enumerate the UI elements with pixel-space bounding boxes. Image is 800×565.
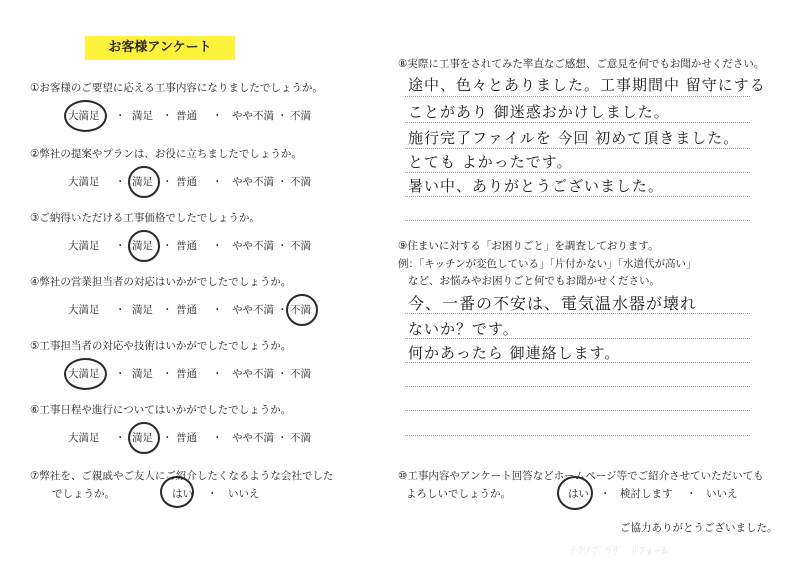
option-separator: ・	[162, 304, 173, 316]
q8-question: ⑧実際に工事をされてみた率直なご感想、ご意見を何でもお聞かせください。	[398, 58, 765, 70]
q10-text-line1: ⑩工事内容やアンケート回答などホームページ等でご紹介させていただいても	[398, 470, 764, 482]
q8-answer-text-5: 暑い中、ありがとうございました。	[408, 177, 665, 195]
question-1-option-2[interactable]: 満足	[132, 110, 153, 122]
option-separator: ・	[212, 110, 223, 122]
q8-answer-line	[405, 172, 750, 173]
option-separator: ・	[212, 368, 223, 380]
option-separator: ・	[115, 368, 126, 380]
option-separator: ・	[162, 432, 173, 444]
question-1-text: ①お客様のご要望に応える工事内容になりましたでしょうか。	[30, 82, 323, 94]
question-4-option-2[interactable]: 満足	[132, 304, 153, 316]
q7-option-no[interactable]: いいえ	[228, 488, 260, 500]
option-separator: ・	[277, 432, 288, 444]
question-2-option-5[interactable]: 不満	[290, 176, 311, 188]
q9-example-cont: など、お悩みやお困りごと何でもお聞かせください。	[408, 275, 660, 287]
q9-answer-text-1: 今、一番の不安は、電気温水器が壊れ	[408, 294, 698, 313]
option-separator: ・	[277, 176, 288, 188]
option-separator: ・	[277, 110, 288, 122]
q10-option-yes[interactable]: はい	[568, 488, 589, 500]
q8-answer-line	[405, 196, 750, 197]
question-3-option-1[interactable]: 大満足	[68, 240, 100, 252]
question-2-option-4[interactable]: やや不満	[232, 176, 274, 188]
question-2-text: ②弊社の提案やプランは、お役に立ちましたでしょうか。	[30, 148, 302, 160]
q9-answer-line	[405, 435, 750, 436]
question-4-option-4[interactable]: やや不満	[232, 304, 274, 316]
question-3-option-4[interactable]: やや不満	[232, 240, 274, 252]
q8-answer-text-1: 途中、色々とありました。工事期間中 留守にする	[408, 76, 766, 94]
question-6-option-3[interactable]: 普通	[176, 432, 197, 444]
question-5-option-2[interactable]: 満足	[132, 368, 153, 380]
question-5-option-3[interactable]: 普通	[176, 368, 197, 380]
option-separator: ・	[115, 304, 126, 316]
q8-answer-line	[405, 122, 750, 123]
option-separator: ・	[115, 240, 126, 252]
question-4-option-1[interactable]: 大満足	[68, 304, 100, 316]
option-separator: ・	[277, 240, 288, 252]
option-separator: ・	[162, 110, 173, 122]
q9-example: 例：「キッチンが変色している」「片付かない」「水道代が高い」	[398, 258, 697, 270]
question-6-option-4[interactable]: やや不満	[232, 432, 274, 444]
option-separator: ・	[162, 176, 173, 188]
option-separator: ・	[212, 304, 223, 316]
q9-question: ⑨住まいに対する「お困りごと」を調査しております。	[398, 240, 659, 252]
question-1-option-5[interactable]: 不満	[290, 110, 311, 122]
question-3-option-5[interactable]: 不満	[290, 240, 311, 252]
option-separator: ・	[115, 176, 126, 188]
q8-answer-line	[405, 148, 750, 149]
q10-sep: ・	[686, 488, 697, 500]
question-1-option-3[interactable]: 普通	[176, 110, 197, 122]
option-separator: ・	[115, 110, 126, 122]
q8-answer-line	[405, 96, 750, 97]
option-separator: ・	[212, 176, 223, 188]
question-3-text: ③ご納得いただける工事価格でしたでしょうか。	[30, 212, 260, 224]
q8-answer-line	[405, 220, 750, 221]
question-5-option-1[interactable]: 大満足	[68, 368, 100, 380]
q9-answer-text-3: 何かあったら 御連絡します。	[408, 344, 621, 362]
question-1-option-4[interactable]: やや不満	[232, 110, 274, 122]
q7-sep: ・	[207, 488, 218, 500]
q9-answer-line	[405, 410, 750, 411]
question-2-option-1[interactable]: 大満足	[68, 176, 100, 188]
question-6-option-5[interactable]: 不満	[290, 432, 311, 444]
watermark: ﾃｸﾉﾌﾟﾗｻﾞ ﾘﾌｫｰﾑ	[570, 544, 669, 557]
question-5-text: ⑤工事担当者の対応や技術はいかがでしたでしょうか。	[30, 340, 292, 352]
q10-sep: ・	[600, 488, 611, 500]
question-6-option-2[interactable]: 満足	[132, 432, 153, 444]
survey-title: お客様アンケート	[85, 36, 235, 60]
q10-text-line2: よろしいでしょうか。	[406, 488, 511, 500]
q10-option-consider[interactable]: 検討します	[620, 488, 673, 500]
question-4-option-5[interactable]: 不満	[290, 304, 311, 316]
q8-answer-text-4: とても よかったです。	[408, 153, 573, 171]
q9-answer-line	[405, 386, 750, 387]
option-separator: ・	[162, 368, 173, 380]
question-6-option-1[interactable]: 大満足	[68, 432, 100, 444]
q9-answer-text-2: ないか？です。	[408, 320, 519, 338]
option-separator: ・	[162, 240, 173, 252]
option-separator: ・	[212, 432, 223, 444]
option-separator: ・	[277, 304, 288, 316]
q8-answer-text-2: ことがあり 御迷惑おかけしました。	[408, 103, 670, 121]
closing-thanks: ご協力ありがとうございました。	[620, 522, 778, 534]
q7-text-line2: でしょうか。	[52, 488, 115, 500]
question-4-text: ④弊社の営業担当者の対応はいかがでしたでしょうか。	[30, 276, 292, 288]
question-5-option-5[interactable]: 不満	[290, 368, 311, 380]
question-3-option-2[interactable]: 満足	[132, 240, 153, 252]
option-separator: ・	[115, 432, 126, 444]
q7-option-yes[interactable]: はい	[172, 488, 193, 500]
question-3-option-3[interactable]: 普通	[176, 240, 197, 252]
q7-text-line1: ⑦弊社を、ご親戚やご友人にご紹介したくなるような会社でした	[30, 470, 334, 482]
question-5-option-4[interactable]: やや不満	[232, 368, 274, 380]
q8-answer-text-3: 施行完了ファイルを 今回 初めて頂きました。	[408, 129, 740, 147]
q10-option-no[interactable]: いいえ	[706, 488, 738, 500]
question-4-option-3[interactable]: 普通	[176, 304, 197, 316]
question-1-option-1[interactable]: 大満足	[68, 110, 100, 122]
option-separator: ・	[277, 368, 288, 380]
question-2-option-2[interactable]: 満足	[132, 176, 153, 188]
option-separator: ・	[212, 240, 223, 252]
question-6-text: ⑥工事日程や進行についてはいかがでしたでしょうか。	[30, 404, 292, 416]
question-2-option-3[interactable]: 普通	[176, 176, 197, 188]
